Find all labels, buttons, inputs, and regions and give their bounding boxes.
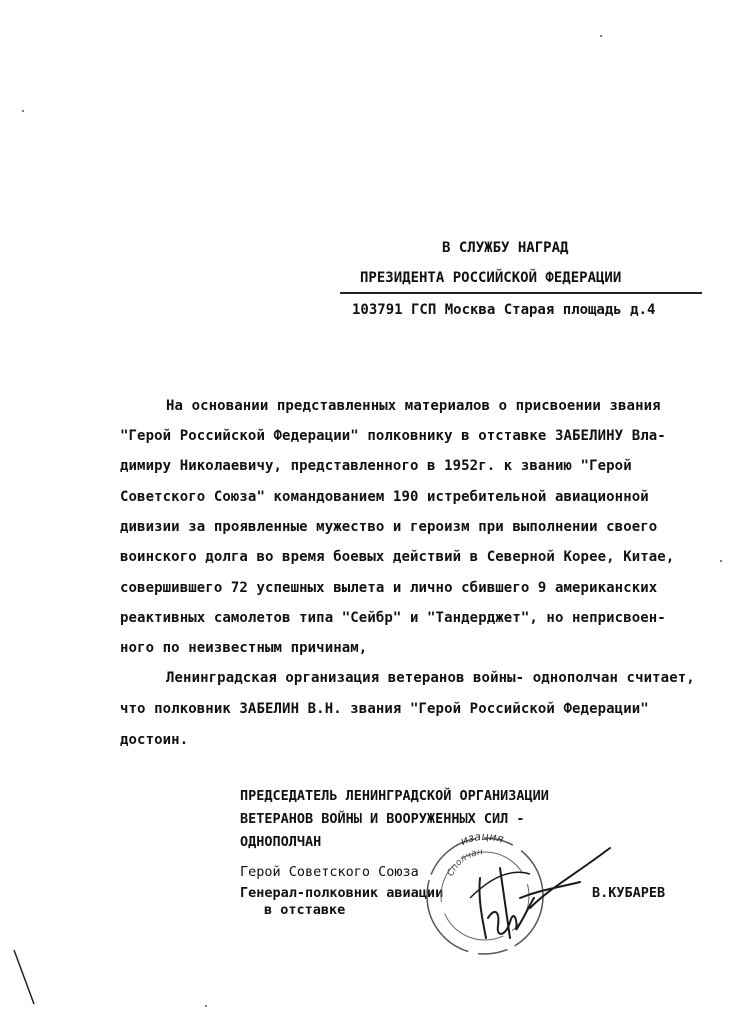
signatory-rank-line-1: Герой Советского Союза [240,864,419,880]
signatory-rank-line-2: Генерал-полковник авиации [240,885,444,901]
signatory-title-line-1: ПРЕДСЕДАТЕЛЬ ЛЕНИНГРАДСКОЙ ОРГАНИЗАЦИИ [240,788,549,804]
addressee-postal-address: 103791 ГСП Москва Старая площадь д.4 [352,302,656,318]
handwritten-signature [460,838,620,948]
body-line: димиру Николаевичу, представленного в 1952г. к званию "Герой [120,458,632,474]
margin-pen-mark [10,948,40,1008]
stamp-text: изация [458,829,506,848]
paper-speck [22,110,24,112]
stamp-inner-text: Сполчан [445,847,484,879]
signatory-name: В.КУБАРЕВ [592,885,666,901]
body-line: дивизии за проявленные мужество и героизм при выполнении своего [120,519,658,535]
body-line: ного по неизвестным причинам, [120,640,368,656]
signatory-rank-line-3: в отставке [264,902,346,918]
body-line: Ленинградская организация ветеранов войны- однополчан считает, [166,670,695,686]
body-line: реактивных самолетов типа "Сейбр" и "Тандерджет", но неприсвоен- [120,610,666,626]
paper-speck [600,35,602,37]
addressee-line-1: В СЛУЖБУ НАГРАД [442,240,569,256]
body-line: достоин. [120,732,189,748]
body-line: На основании представленных материалов о присвоении звания [166,398,661,414]
paper-speck [205,1005,207,1007]
signatory-title-line-3: ОДНОПОЛЧАН [240,834,322,850]
body-line: "Герой Российской Федерации" полковнику в отставке ЗАБЕЛИНУ Вла- [120,428,666,444]
body-line: совершившего 72 успешных вылета и лично сбившего 9 американских [120,580,658,596]
signatory-title-line-2: ВЕТЕРАНОВ ВОЙНЫ И ВООРУЖЕННЫХ СИЛ - [240,811,525,827]
body-line: что полковник ЗАБЕЛИН В.Н. звания "Герой Российской Федерации" [120,701,649,717]
addressee-line-2: ПРЕЗИДЕНТА РОССИЙСКОЙ ФЕДЕРАЦИИ [360,270,622,286]
address-divider [340,292,702,294]
paper-speck [720,560,722,562]
body-line: воинского долга во время боевых действий в Северной Корее, Китае, [120,549,675,565]
body-line: Советского Союза" командованием 190 истребительной авиационной [120,489,649,505]
